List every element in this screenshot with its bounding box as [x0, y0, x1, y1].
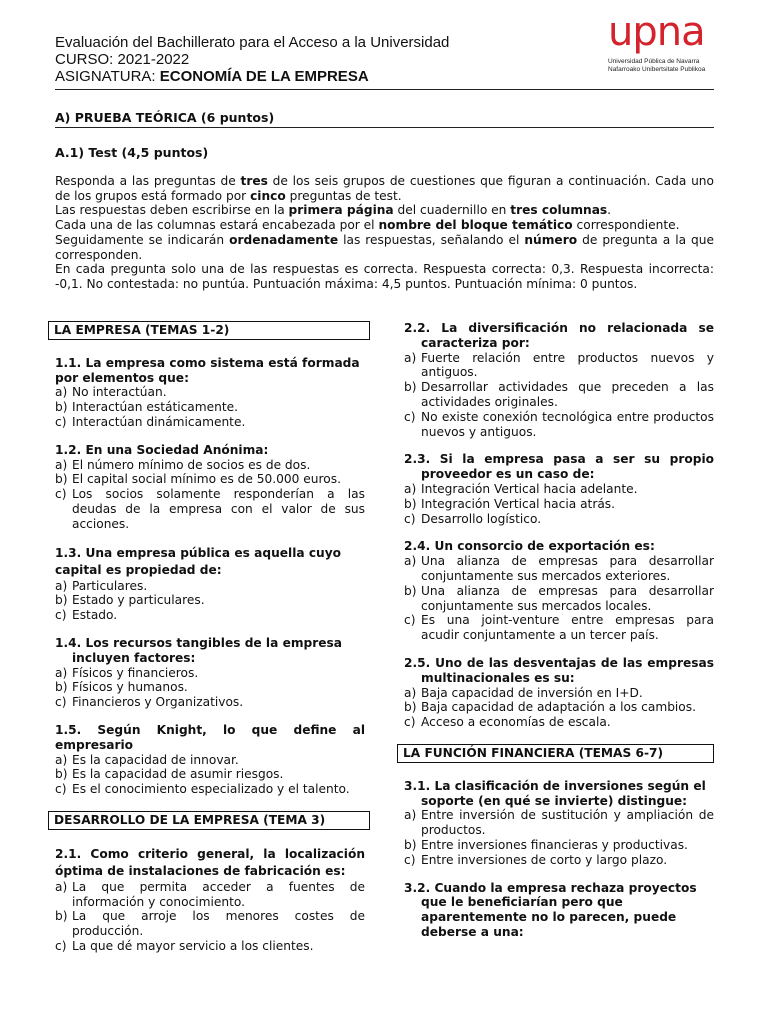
header-line-2: CURSO: 2021-2022: [55, 51, 190, 68]
logo-subtitle: Universidad Pública de Navarra Nafarroako Unibertsitate Publikoa: [608, 58, 706, 73]
block-title-empresa: LA EMPRESA (TEMAS 1-2): [48, 321, 370, 340]
section-a1-title: A.1) Test (4,5 puntos): [55, 145, 209, 160]
instructions-p1: Responda a las preguntas de tres de los seis grupos de cuestiones que figuran a continuación. Cada uno de los grupos está formado por cinco preguntas de test.: [55, 174, 714, 203]
exam-header: [55, 34, 449, 85]
question-2-4: 2.4. Un consorcio de exportación es: a) Una alianza de empresas para desarrollar conjuntamente sus mercados exteriores. b) Una alianza de empresas para desarrollar conjuntamente sus mercados locales. c) Es una joint-venture entre empresas para acudir conjuntamente a un tercer país.: [404, 539, 714, 643]
block-title-financiera: LA FUNCIÓN FINANCIERA (TEMAS 6-7): [397, 744, 714, 763]
instructions-p4: Seguidamente se indicarán ordenadamente las respuestas, señalando el número de pregunta a la que corresponden.: [55, 232, 715, 262]
section-a-underline: [55, 127, 714, 128]
question-1-5: 1.5. Según Knight, lo que define al empresario a) Es la capacidad de innovar. b) Es la capacidad de asumir riesgos. c) Es el conocimiento especializado y el talento.: [55, 722, 365, 797]
block-title-desarrollo: DESARROLLO DE LA EMPRESA (TEMA 3): [48, 811, 370, 830]
header-line-3: ASIGNATURA: ECONOMÍA DE LA EMPRESA: [55, 68, 369, 85]
header-line-1: Evaluación del Bachillerato para el Acceso a la Universidad: [55, 34, 450, 51]
right-column: [404, 321, 714, 940]
question-3-2: 3.2. Cuando la empresa rechaza proyectos que le beneficiarían pero que aparentemente no lo parecen, puede deberse a una:: [404, 880, 697, 939]
question-1-4: 1.4. Los recursos tangibles de la empresa incluyen factores: a) Físicos y financieros. b) Físicos y humanos. c) Financieros y Organizativos.: [55, 635, 343, 710]
question-1-2: 1.2. En una Sociedad Anónima: a) El número mínimo de socios es de dos. b) El capital social mínimo es de 50.000 euros. c) Los socios solamente responderían a las deudas de la empresa con el valor de sus acciones.: [55, 442, 365, 531]
question-3-1: 3.1. La clasificación de inversiones según el soporte (en qué se invierte) distingue: a) Entre inversión de sustitución y ampliación de productos. b) Entre inversiones financieras y productivas. c) Entre inversiones de corto y largo plazo.: [404, 778, 714, 867]
header-divider: [55, 89, 714, 90]
upna-logo: [608, 9, 718, 73]
question-1-3: 1.3. Una empresa pública es aquella cuyo capital es propiedad de: a) Particulares. b) Estado y particulares. c) Estado.: [55, 545, 342, 623]
question-2-2: 2.2. La diversificación no relacionada se caracteriza por: a) Fuerte relación entre productos nuevos y antiguos. b) Desarrollar actividades que preceden a las actividades originales. c) No existe conexión tecnológica entre productos nuevos y antiguos.: [404, 321, 714, 439]
instructions-p2: Las respuestas deben escribirse en la primera página del cuadernillo en tres columnas.: [55, 203, 612, 218]
left-column: [55, 321, 365, 954]
instructions-p3: Cada una de las columnas estará encabezada por el nombre del bloque temático correspondiente.: [55, 218, 680, 233]
question-2-5: 2.5. Uno de las desventajas de las empresas multinacionales es su: a) Baja capacidad de inversión en I+D. b) Baja capacidad de adaptación a los cambios. c) Acceso a economías de escala.: [404, 655, 714, 730]
logo-wordmark: upna: [608, 9, 705, 55]
instructions: [55, 174, 714, 292]
section-a-title: A) PRUEBA TEÓRICA (6 puntos): [55, 110, 275, 125]
question-1-1: 1.1. La empresa como sistema está formada por elementos que: a) No interactúan. b) Interactúan estáticamente. c) Interactúan dinámicamente.: [55, 355, 360, 429]
instructions-p5: En cada pregunta solo una de las respuestas es correcta. Respuesta correcta: 0,3. Respuesta incorrecta: -0,1. No contestada: no puntúa. Puntuación máxima: 4,5 puntos. Puntuación mínima: 0 puntos.: [55, 262, 714, 291]
question-2-1: 2.1. Como criterio general, la localización óptima de instalaciones de fabricación es: a) La que permita acceder a fuentes de información y conocimiento. b) La que arroje los menores costes de producción. c) La que dé mayor servicio a los clientes.: [55, 846, 365, 953]
question-2-3: 2.3. Si la empresa pasa a ser su propio proveedor es un caso de: a) Integración Vertical hacia adelante. b) Integración Vertical hacia atrás. c) Desarrollo logístico.: [404, 452, 714, 526]
